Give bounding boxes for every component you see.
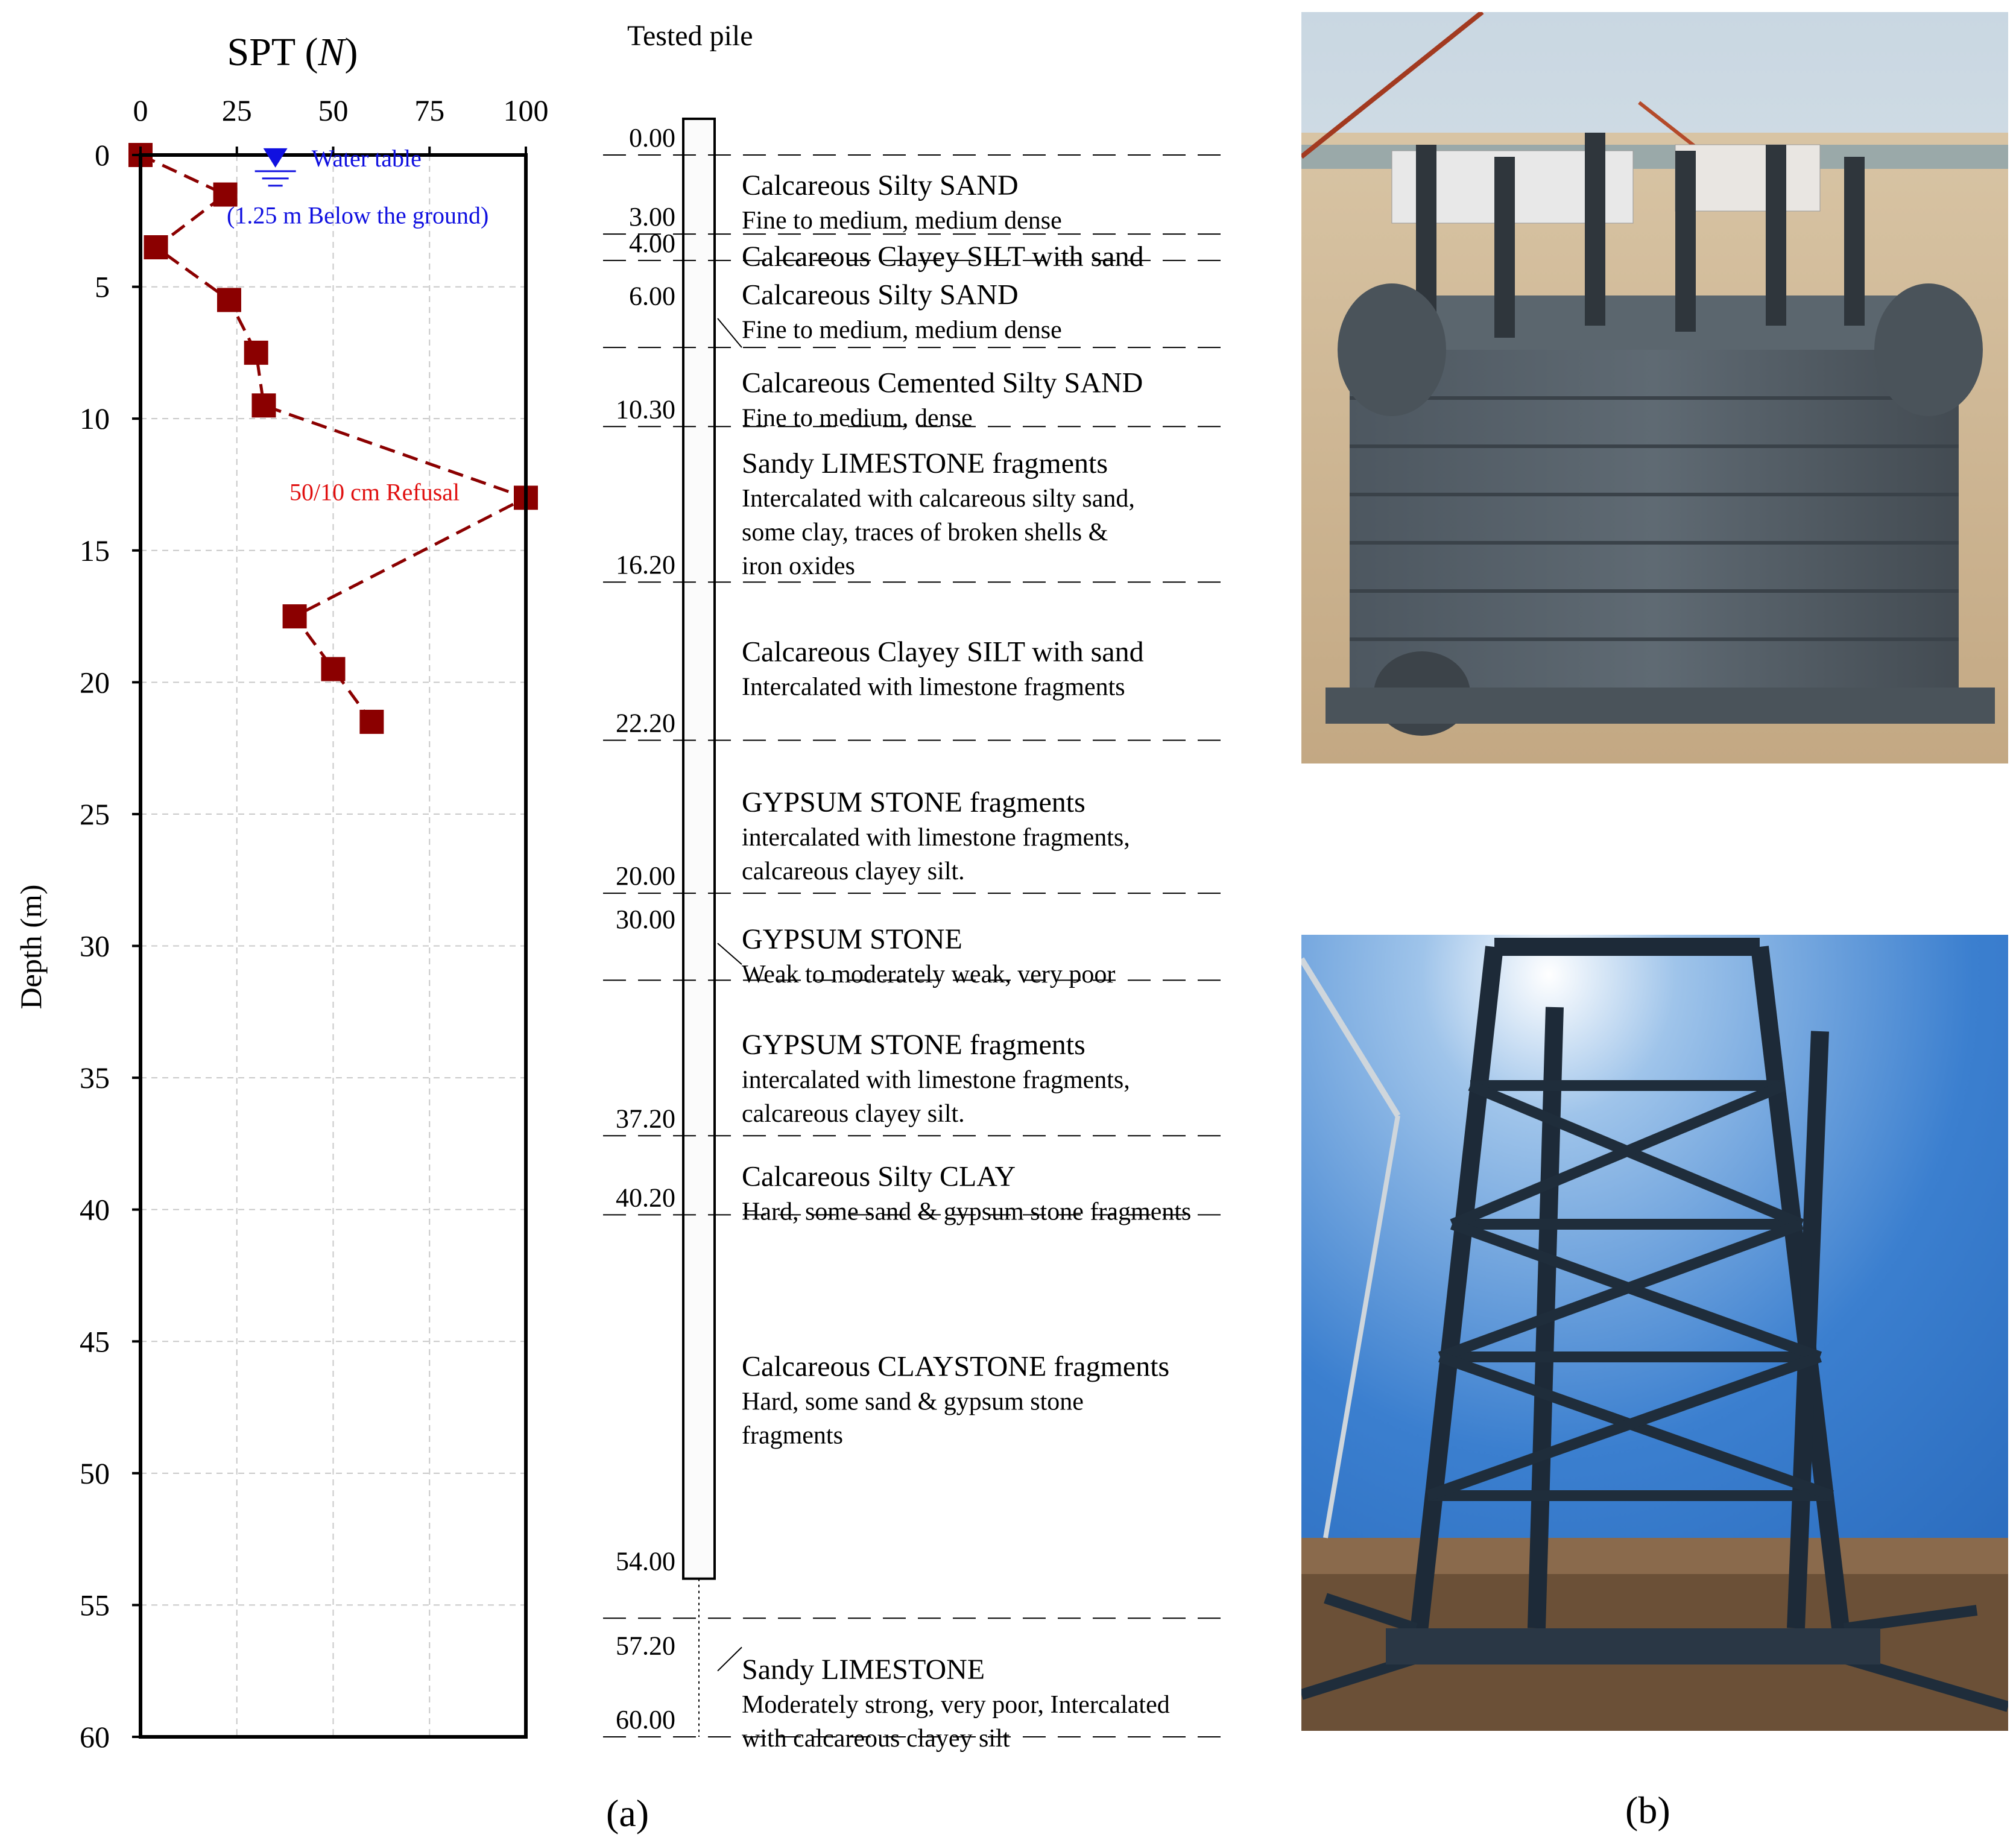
layer-description: Hard, some sand & gypsum stone <box>742 1388 1084 1416</box>
y-tick-label: 20 <box>80 665 110 700</box>
layer-title: Calcareous Silty CLAY <box>742 1160 1016 1193</box>
layer-description: with calcareous clayey silt <box>742 1725 1010 1753</box>
grid-layer <box>141 155 526 1737</box>
layer-title: GYPSUM STONE <box>742 923 962 956</box>
depth-label: 20.00 <box>616 861 675 891</box>
layer-title: Calcareous Cemented Silty SAND <box>742 367 1143 399</box>
data-point <box>217 288 241 312</box>
depth-label: 3.00 <box>629 202 675 232</box>
layer-title: Calcareous Clayey SILT with sand <box>742 240 1144 273</box>
x-tick-label: 75 <box>414 93 445 127</box>
photo-test-frame <box>1301 12 2008 763</box>
layer-title: Calcareous Silty SAND <box>742 279 1019 311</box>
layer-title: Calcareous Clayey SILT with sand <box>742 636 1144 668</box>
y-tick-label: 45 <box>80 1324 110 1359</box>
y-tick-label: 10 <box>80 402 110 436</box>
layer-description: Intercalated with limestone fragments <box>742 673 1125 701</box>
layer-title: Calcareous CLAYSTONE fragments <box>742 1350 1170 1383</box>
layer-description: intercalated with limestone fragments, <box>742 823 1130 852</box>
water-table-note: (1.25 m Below the ground) <box>227 201 489 229</box>
depth-label: 37.20 <box>616 1104 675 1134</box>
water-table-label: Water table <box>311 144 422 172</box>
y-tick-label: 35 <box>80 1061 110 1095</box>
layer-description: Intercalated with calcareous silty sand, <box>742 485 1135 513</box>
data-point <box>283 604 307 628</box>
x-tick-label: 0 <box>133 93 148 127</box>
y-tick-label: 55 <box>80 1588 110 1622</box>
layer-title: Sandy LIMESTONE <box>742 1654 985 1686</box>
layer-description: calcareous clayey silt. <box>742 1100 965 1128</box>
layer-description: calcareous clayey silt. <box>742 857 965 885</box>
y-tick-label: 40 <box>80 1192 110 1227</box>
y-tick-label: 15 <box>80 533 110 567</box>
leader-line <box>718 1647 742 1671</box>
depth-label: 60.00 <box>616 1705 675 1734</box>
x-tick-label: 100 <box>503 93 549 127</box>
data-point <box>144 235 168 259</box>
y-tick-label: 30 <box>80 929 110 963</box>
x-tick-label: 50 <box>318 93 349 127</box>
layer-title: Sandy LIMESTONE fragments <box>742 447 1108 480</box>
depth-label: 40.20 <box>616 1183 675 1213</box>
depth-label: 22.20 <box>616 708 675 738</box>
tick-layer <box>80 93 549 1754</box>
annotation-layer <box>227 145 488 506</box>
data-point <box>321 657 346 681</box>
profile-title: Tested pile <box>627 20 753 52</box>
depth-label: 0.00 <box>629 123 675 153</box>
layer-title: GYPSUM STONE fragments <box>742 786 1085 818</box>
layer-description: Weak to moderately weak, very poor <box>742 961 1116 989</box>
refusal-label: 50/10 cm Refusal <box>289 478 460 506</box>
depth-label: 16.20 <box>616 550 675 580</box>
data-point <box>251 393 276 417</box>
leader-line <box>718 318 742 347</box>
data-point <box>244 341 268 365</box>
data-point <box>359 710 384 734</box>
tested-pile <box>683 119 715 1579</box>
y-axis-label: Depth (m) <box>14 884 48 1010</box>
depth-label: 57.20 <box>616 1631 675 1661</box>
y-tick-label: 60 <box>80 1720 110 1754</box>
depth-label: 10.30 <box>616 394 675 425</box>
layer-description: fragments <box>742 1421 843 1450</box>
y-tick-label: 0 <box>95 138 110 172</box>
depth-label: 30.00 <box>616 905 675 935</box>
layer-description: Moderately strong, very poor, Intercalated <box>742 1691 1170 1719</box>
layer-title: Calcareous Silty SAND <box>742 169 1019 201</box>
depth-label: 54.00 <box>616 1546 675 1576</box>
layer-description: some clay, traces of broken shells & <box>742 519 1108 547</box>
y-tick-label: 5 <box>95 270 110 304</box>
soil-profile-layer <box>603 119 1230 1753</box>
panel-label-a: (a) <box>606 1792 649 1835</box>
depth-label: 6.00 <box>629 281 675 311</box>
depth-label: 4.00 <box>629 228 675 258</box>
leader-line <box>718 943 742 964</box>
panel-label-b: (b) <box>1625 1789 1670 1832</box>
layer-title: GYPSUM STONE fragments <box>742 1029 1085 1061</box>
layer-description: Fine to medium, dense <box>742 404 973 432</box>
y-tick-label: 50 <box>80 1456 110 1490</box>
layer-description: Fine to medium, medium dense <box>742 206 1062 235</box>
layer-description: iron oxides <box>742 552 855 581</box>
y-tick-label: 25 <box>80 797 110 831</box>
water-table-icon <box>264 148 288 168</box>
chart-title: SPT (N) <box>227 30 358 74</box>
layer-description: Fine to medium, medium dense <box>742 316 1062 344</box>
photo-reaction-tower <box>1301 935 2008 1731</box>
x-tick-label: 25 <box>221 93 252 127</box>
layer-description: intercalated with limestone fragments, <box>742 1066 1130 1095</box>
layer-description: Hard, some sand & gypsum stone fragments <box>742 1198 1192 1226</box>
